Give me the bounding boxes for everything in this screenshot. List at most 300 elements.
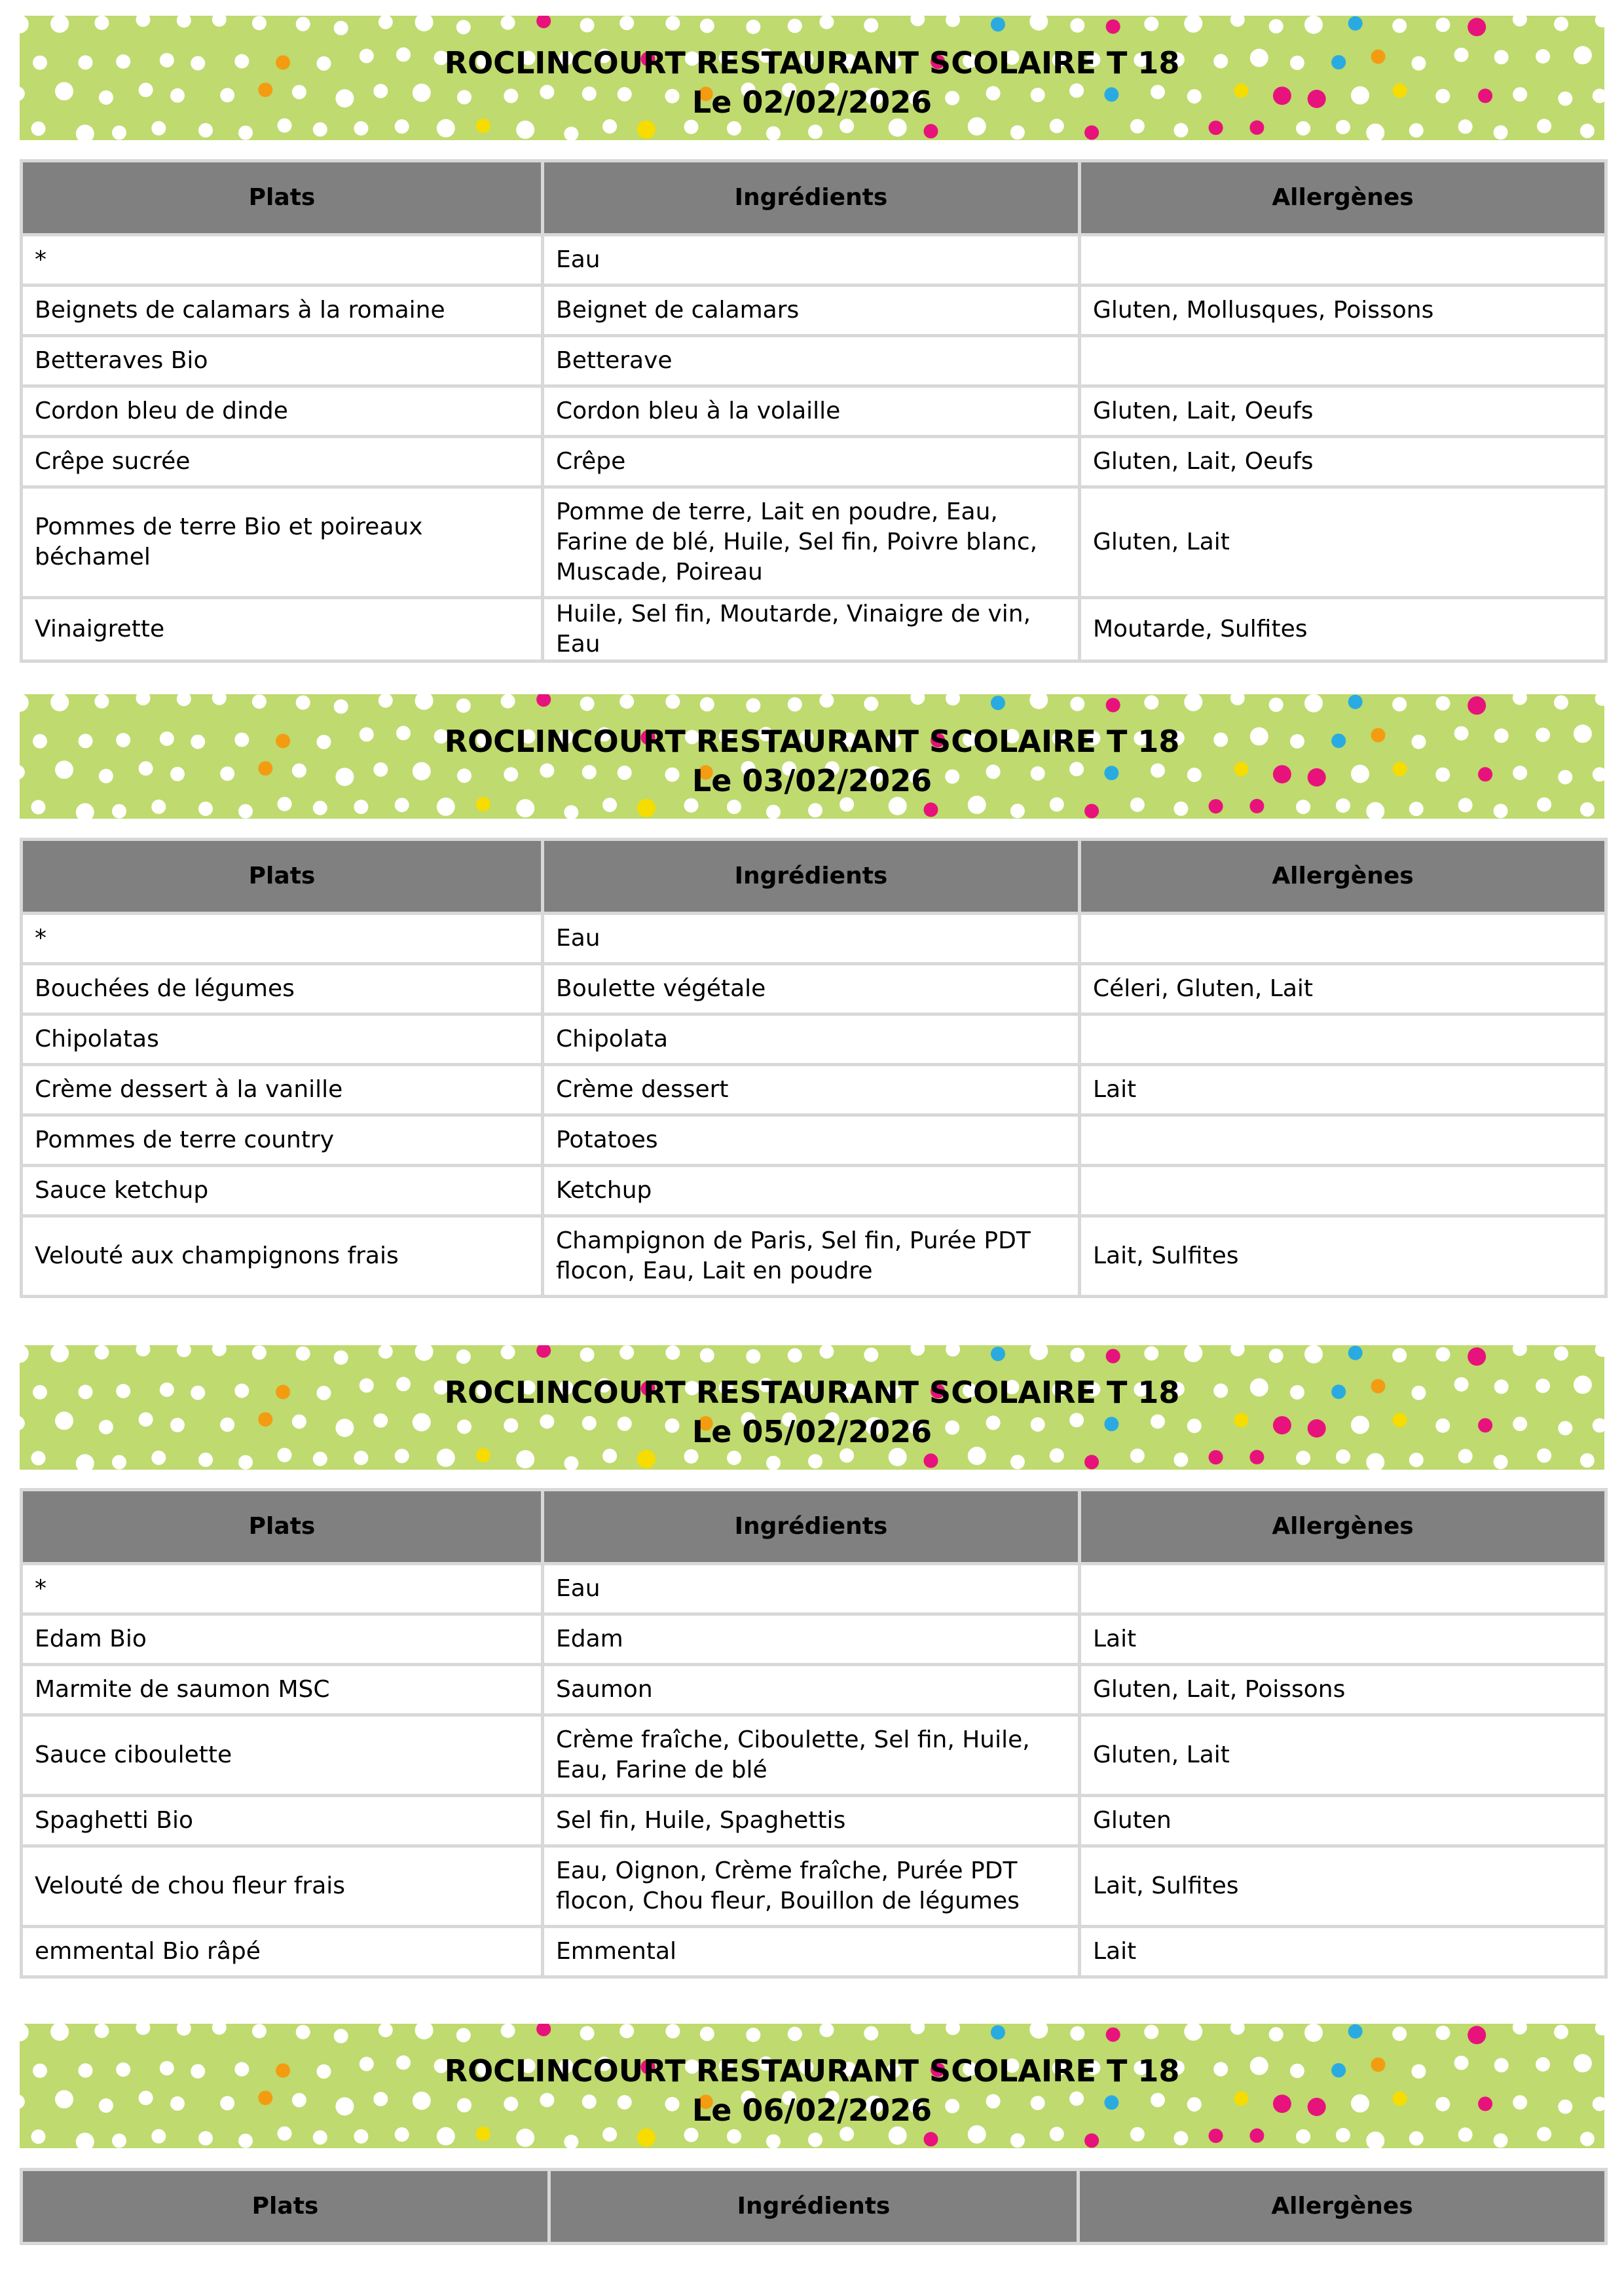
polka-dot [1084,804,1099,818]
table-row [22,1216,1606,1297]
polka-dot [864,1348,878,1362]
polka-dot [238,2134,253,2148]
polka-dot [1010,2133,1025,2148]
polka-dot [1209,2129,1223,2143]
table-header-row [22,161,1606,235]
polka-dot [766,2134,781,2148]
polka-dot [619,1345,634,1360]
polka-dot [1494,2133,1508,2148]
polka-dot [31,1451,46,1465]
polka-dot [136,16,151,27]
polka-dot [252,2024,267,2038]
polka-dot [1173,123,1188,138]
polka-dot [1010,1455,1025,1469]
polka-dot [1304,694,1323,713]
dish-ingredients: Eau, Oignon, Crème fraîche, Purée PDT flocon, Chou fleur, Bouillon de légumes [543,1846,1080,1927]
day-banner-4 [20,2024,1604,2148]
polka-dot [94,16,109,30]
polka-dot [1296,2129,1310,2144]
polka-dot [50,16,69,33]
table-row [22,1014,1606,1065]
polka-dot [1580,2132,1595,2146]
polka-dot [94,2024,109,2038]
polka-dot [1230,16,1245,27]
polka-dot [910,2024,925,2034]
polka-dot [727,121,741,136]
polka-dot [437,119,455,138]
polka-dot [1269,1349,1283,1363]
polka-dot [788,1349,802,1363]
polka-dot [1029,2024,1048,2039]
polka-dot [334,1350,348,1365]
dish-name: Vinaigrette [22,598,543,661]
polka-dot [924,2132,938,2146]
polka-dot [536,694,551,707]
polka-dot [864,2026,878,2041]
day-banner-2 [20,694,1604,819]
polka-dot [238,1455,253,1470]
polka-dot [437,1449,455,1467]
column-header-plats: Plats [22,840,543,914]
polka-dot [456,2028,471,2042]
day-banner-3 [20,1345,1604,1470]
polka-dot [50,694,69,711]
polka-dot [1513,2024,1527,2034]
polka-dot [1106,2028,1120,2042]
dish-ingredients: Sel fin, Huile, Spaghettis [543,1796,1080,1846]
column-header-ingredients: Ingrédients [543,840,1080,914]
polka-dot [637,121,655,139]
dish-allergens: Lait [1080,1614,1606,1665]
polka-dot [415,694,434,710]
polka-dot [1070,1348,1084,1362]
polka-dot [378,16,393,29]
dish-allergens: Gluten, Lait, Oeufs [1080,386,1606,437]
polka-dot [808,2132,822,2147]
polka-dot [1304,2024,1323,2042]
polka-dot [31,121,46,136]
polka-dot [1249,2129,1264,2143]
polka-dot [536,1345,551,1358]
dish-name: Betteraves Bio [22,336,543,386]
polka-dot [1184,2024,1202,2041]
menu-table-2 [20,838,1608,1298]
polka-dot [788,2027,802,2041]
polka-dot [1230,1345,1245,1356]
polka-dot [1513,1345,1527,1356]
polka-dot [1249,1450,1264,1464]
restaurant-title: ROCLINCOURT RESTAURANT SCOLAIRE T 18 [444,2053,1180,2089]
polka-dot [1144,17,1158,31]
dish-allergens: Gluten, Lait [1080,1715,1606,1796]
polka-dot [746,2028,760,2042]
polka-dot [910,16,925,26]
polka-dot [684,2128,699,2142]
polka-dot [946,1345,960,1356]
polka-dot [727,800,741,814]
dish-allergens [1080,1564,1606,1614]
polka-dot [700,18,714,33]
polka-dot [1409,1453,1424,1467]
polka-dot [1366,1453,1384,1470]
polka-dot [1269,19,1283,33]
polka-dot [1392,1348,1407,1362]
polka-dot [746,20,760,34]
polka-dot [1269,2027,1283,2041]
polka-dot [313,122,327,137]
dish-name: Velouté aux champignons frais [22,1216,543,1297]
polka-dot [1230,694,1245,705]
polka-dot [1467,2026,1486,2044]
polka-dot [1554,1347,1568,1361]
table-row [22,437,1606,487]
polka-dot [946,2024,960,2035]
polka-dot [808,803,822,817]
polka-dot [112,804,126,819]
column-header-ingredients: Ingrédients [543,161,1080,235]
table-row [22,598,1606,661]
polka-dot [50,1345,69,1362]
menu-table-1 [20,159,1608,663]
polka-dot [1366,2132,1384,2148]
polka-dot [819,694,834,708]
polka-dot [991,2025,1005,2039]
polka-dot [1029,16,1048,31]
polka-dot [354,2129,368,2144]
polka-dot [746,1349,760,1364]
table-row [22,1715,1606,1796]
dish-name: emmental Bio râpé [22,1927,543,1977]
polka-dot [1336,2128,1350,2142]
dish-ingredients: Huile, Sel fin, Moutarde, Vinaigre de vin, Eau [543,598,1080,661]
polka-dot [684,120,699,134]
polka-dot [313,1452,327,1466]
dish-ingredients: Eau [543,1564,1080,1614]
polka-dot [1366,124,1384,140]
polka-dot [564,805,578,819]
polka-dot [924,124,938,138]
dish-ingredients: Betterave [543,336,1080,386]
polka-dot [1336,120,1350,134]
polka-dot [1513,16,1527,26]
polka-dot [1494,1455,1508,1469]
polka-dot [808,1454,822,1468]
polka-dot [991,17,1005,31]
polka-dot [1296,1451,1310,1465]
polka-dot [1494,804,1508,818]
polka-dot [437,2127,455,2146]
dish-ingredients: Beignet de calamars [543,286,1080,336]
polka-dot [1144,696,1158,710]
dish-ingredients: Boulette végétale [543,964,1080,1014]
polka-dot [415,2024,434,2039]
table-row [22,1614,1606,1665]
polka-dot [1296,800,1310,814]
polka-dot [1436,696,1450,711]
polka-dot [20,16,29,33]
table-row [22,286,1606,336]
polka-dot [94,1345,109,1360]
polka-dot [501,694,515,709]
table-row [22,1927,1606,1977]
polka-dot [198,123,213,138]
polka-dot [619,2024,634,2038]
polka-dot [536,2024,551,2036]
restaurant-title: ROCLINCOURT RESTAURANT SCOLAIRE T 18 [444,724,1180,759]
polka-dot [252,694,267,709]
polka-dot [437,798,455,816]
polka-dot [76,124,94,140]
dish-allergens: Lait, Sulfites [1080,1216,1606,1297]
polka-dot [354,1451,368,1465]
polka-dot [378,694,393,708]
polka-dot [76,2132,94,2148]
polka-dot [1595,2024,1604,2036]
dish-name: Spaghetti Bio [22,1796,543,1846]
polka-dot [1436,18,1450,32]
polka-dot [1348,695,1363,709]
dish-ingredients: Potatoes [543,1115,1080,1166]
dish-allergens: Lait, Sulfites [1080,1846,1606,1927]
table-row [22,386,1606,437]
dish-name: Sauce ketchup [22,1166,543,1216]
polka-dot [766,805,781,819]
polka-dot [501,2024,515,2038]
polka-dot [700,697,714,711]
polka-dot [151,121,166,136]
dish-allergens: Gluten, Lait [1080,487,1606,598]
dish-ingredients: Emmental [543,1927,1080,1977]
polka-dot [31,800,46,814]
polka-dot [177,694,191,706]
table-row [22,1115,1606,1166]
polka-dot [212,2024,227,2035]
polka-dot [136,2024,151,2035]
polka-dot [516,799,534,817]
polka-dot [456,20,471,34]
polka-dot [1436,1347,1450,1362]
polka-dot [619,694,634,709]
polka-dot [665,1345,680,1360]
polka-dot [766,126,781,140]
polka-dot [580,1348,595,1362]
polka-dot [1348,16,1363,31]
polka-dot [1348,1346,1363,1360]
column-header-plats: Plats [22,161,543,235]
polka-dot [1084,125,1099,140]
polka-dot [727,2129,741,2144]
polka-dot [1392,2026,1407,2041]
dish-allergens: Lait [1080,1065,1606,1115]
polka-dot [619,16,634,30]
polka-dot [819,2024,834,2037]
table-row [22,1796,1606,1846]
polka-dot [313,2130,327,2145]
menu-table-4 [20,2168,1608,2245]
polka-dot [1173,2131,1188,2146]
polka-dot [1184,694,1202,711]
dish-ingredients: Crème dessert [543,1065,1080,1115]
polka-dot [50,2024,69,2041]
polka-dot [516,2129,534,2147]
polka-dot [238,126,253,140]
polka-dot [238,804,253,819]
polka-dot [20,694,29,712]
polka-dot [1249,121,1264,135]
day-banner-1 [20,16,1604,140]
polka-dot [501,1345,515,1360]
menu-date: Le 03/02/2026 [692,763,932,798]
dish-name: Cordon bleu de dinde [22,386,543,437]
polka-dot [1467,1347,1486,1366]
polka-dot [1467,696,1486,715]
polka-dot [1209,799,1223,813]
polka-dot [1595,1345,1604,1357]
dish-ingredients: Ketchup [543,1166,1080,1216]
dish-allergens: Gluten, Mollusques, Poissons [1080,286,1606,336]
polka-dot [516,121,534,139]
dish-allergens [1080,1166,1606,1216]
polka-dot [1070,2026,1084,2041]
polka-dot [501,16,515,30]
dish-name: Pommes de terre country [22,1115,543,1166]
polka-dot [198,802,213,816]
table-row [22,964,1606,1014]
table-row [22,235,1606,286]
polka-dot [112,126,126,140]
polka-dot [1184,16,1202,33]
column-header-plats: Plats [22,1490,543,1564]
dish-ingredients: Chipolata [543,1014,1080,1065]
polka-dot [1436,2026,1450,2040]
polka-dot [1084,1455,1099,1469]
polka-dot [1580,1453,1595,1468]
dish-allergens [1080,336,1606,386]
dish-name: Marmite de saumon MSC [22,1665,543,1715]
polka-dot [1580,802,1595,817]
dish-allergens: Gluten [1080,1796,1606,1846]
dish-allergens [1080,235,1606,286]
column-header-ingredients: Ingrédients [543,1490,1080,1564]
polka-dot [910,694,925,705]
column-header-allergenes: Allergènes [1080,840,1606,914]
polka-dot [516,1450,534,1468]
polka-dot [684,798,699,813]
dish-name: * [22,235,543,286]
dish-ingredients: Crème fraîche, Ciboulette, Sel fin, Huile, Eau, Farine de blé [543,1715,1080,1796]
polka-dot [564,2134,578,2148]
polka-dot [334,699,348,714]
table-row [22,1665,1606,1715]
column-header-allergenes: Allergènes [1080,161,1606,235]
polka-dot [415,1345,434,1361]
table-row [22,336,1606,386]
polka-dot [580,697,595,711]
dish-name: * [22,914,543,964]
polka-dot [334,2029,348,2043]
restaurant-title: ROCLINCOURT RESTAURANT SCOLAIRE T 18 [444,45,1180,81]
polka-dot [94,694,109,709]
polka-dot [1554,696,1568,710]
polka-dot [910,1345,925,1356]
dish-name: Pommes de terre Bio et poireaux béchamel [22,487,543,598]
polka-dot [252,16,267,30]
polka-dot [296,2025,310,2039]
menu-date: Le 05/02/2026 [692,1414,932,1449]
polka-dot [684,1449,699,1464]
polka-dot [766,1456,781,1470]
polka-dot [112,2134,126,2148]
polka-dot [76,1454,94,1470]
column-header-allergenes: Allergènes [1079,2170,1606,2244]
polka-dot [1304,16,1323,34]
dish-allergens: Moutarde, Sulfites [1080,598,1606,661]
polka-dot [1070,697,1084,711]
polka-dot [136,694,151,705]
table-row [22,1065,1606,1115]
polka-dot [212,16,227,27]
dish-ingredients: Crêpe [543,437,1080,487]
polka-dot [727,1451,741,1465]
polka-dot [1106,698,1120,713]
table-row [22,1166,1606,1216]
polka-dot [1336,1449,1350,1464]
dish-allergens [1080,914,1606,964]
dish-name: Edam Bio [22,1614,543,1665]
polka-dot [1409,802,1424,816]
dish-ingredients: Pomme de terre, Lait en poudre, Eau, Farine de blé, Huile, Sel fin, Poivre blanc, Muscade, Poireau [543,487,1080,598]
polka-dot [151,2129,166,2144]
polka-dot [177,16,191,28]
polka-dot [1392,697,1407,711]
polka-dot [1209,121,1223,135]
polka-dot [1029,1345,1048,1360]
polka-dot [1580,124,1595,138]
polka-dot [354,800,368,814]
polka-dot [1296,121,1310,136]
polka-dot [1494,125,1508,140]
table-row [22,487,1606,598]
polka-dot [924,1453,938,1468]
column-header-plats: Plats [22,2170,549,2244]
polka-dot [637,799,655,817]
polka-dot [1230,2024,1245,2035]
dish-ingredients: Eau [543,914,1080,964]
dish-name: Sauce ciboulette [22,1715,543,1796]
polka-dot [1184,1345,1202,1362]
polka-dot [788,19,802,33]
polka-dot [456,698,471,713]
polka-dot [112,1455,126,1470]
dish-allergens: Céleri, Gluten, Lait [1080,964,1606,1014]
polka-dot [334,21,348,35]
polka-dot [212,694,227,705]
polka-dot [136,1345,151,1356]
polka-dot [665,694,680,709]
polka-dot [637,1450,655,1468]
polka-dot [151,800,166,814]
dish-name: Crêpe sucrée [22,437,543,487]
polka-dot [198,2131,213,2146]
polka-dot [864,18,878,33]
dish-allergens [1080,1115,1606,1166]
polka-dot [1029,694,1048,709]
dish-name: * [22,1564,543,1614]
polka-dot [1513,694,1527,705]
polka-dot [991,1347,1005,1361]
polka-dot [198,1453,213,1467]
polka-dot [700,1348,714,1362]
